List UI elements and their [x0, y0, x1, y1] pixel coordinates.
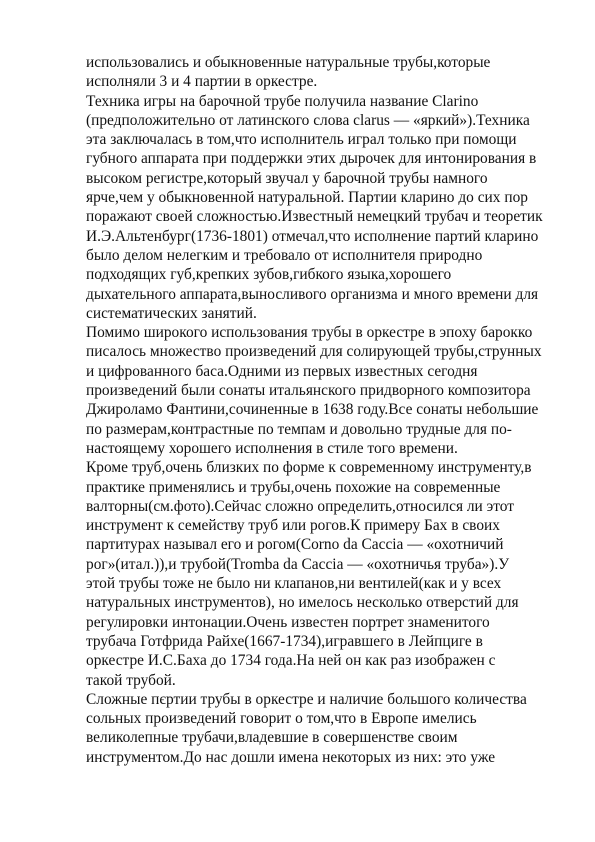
text-line: партитурах называл его и рогом(Corno da Caccia — «охотничий: [86, 536, 504, 554]
text-line: эта заключалась в том,что исполнитель играл только при помощи: [86, 131, 517, 149]
text-line: использовались и обыкновенные натуральные трубы,которые: [86, 54, 491, 71]
text-line: великолепные трубачи,владевшие в совершенстве своим: [86, 729, 458, 747]
text-line: оркестре И.С.Баха до 1734 года.На ней он как раз изображен с: [86, 652, 496, 670]
text-line: такой трубой.: [86, 671, 176, 689]
text-line: было делом нелегким и требовало от исполнителя природно: [86, 246, 483, 264]
text-line: губного аппарата при поддержки этих дырочек для интонирования в: [86, 150, 537, 168]
text-line: Техника игры на барочной трубе получила название Clarino: [86, 92, 479, 110]
text-line: регулировки интонации.Очень известен портрет знаменитого: [86, 613, 490, 631]
text-line: этой трубы тоже не было ни клапанов,ни вентилей(как и у всех: [86, 575, 502, 593]
text-line: ярче,чем у обыкновенной натуральной. Партии кларино до сих пор: [86, 189, 528, 207]
text-line: валторны(см.фото).Сейчас сложно определить,относился ли этот: [86, 497, 514, 515]
text-line: Помимо широкого использования трубы в оркестре в эпоху барокко: [86, 324, 533, 342]
body-text: [86, 53, 566, 767]
text-line: И.Э.Альтенбург(1736-1801) отмечал,что исполнение партий кларино: [86, 227, 539, 245]
text-line: писалось множество произведений для солирующей трубы,струнных: [86, 343, 542, 361]
text-line: инструментом.До нас дошли имена некоторых из них: это уже: [86, 748, 496, 766]
text-line: Сложные пєртии трубы в оркестре и наличие большого количества: [86, 690, 527, 708]
text-line: трубача Готфрида Райхе(1667-1734),игравшего в Лейпциге в: [86, 632, 483, 650]
text-line: настоящему хорошего исполнения в стиле того времени.: [86, 439, 458, 457]
text-line: практике применялись и трубы,очень похожие на современные: [86, 478, 501, 496]
text-line: по размерам,контрастные по темпам и довольно трудные для по-: [86, 420, 512, 438]
text-line: подходящих губ,крепких зубов,гибкого языка,хорошего: [86, 266, 452, 284]
text-line: натуральных инструментов), но имелось несколько отверстий для: [86, 594, 519, 612]
text-line: систематических занятий.: [86, 304, 257, 322]
text-line: инструмент к семейству труб или рогов.К примеру Бах в своих: [86, 517, 500, 535]
text-line: (предположительно от латинского слова clarus — «яркий»).Техника: [86, 111, 530, 129]
text-line: Кроме труб,очень близких по форме к современному инструменту,в: [86, 459, 532, 477]
text-line: Джироламо Фантини,сочиненные в 1638 году.Все сонаты небольшие: [86, 401, 539, 419]
text-line: поражают своей сложностью.Известный немецкий трубач и теоретик: [86, 208, 543, 226]
text-line: высоком регистре,который звучал у барочной трубы намного: [86, 169, 488, 187]
text-line: сольных произведений говорит о том,что в Европе имелись: [86, 710, 477, 728]
text-line: рог»(итал.)),и трубой(Tromba da Caccia — «охотничья труба»).У: [86, 555, 510, 573]
text-line: и цифрованного баса.Одними из первых известных сегодня: [86, 362, 478, 380]
text-line: дыхательного аппарата,выносливого организма и много времени для: [86, 285, 539, 303]
text-line: произведений были сонаты итальянского придворного композитора: [86, 382, 531, 400]
text-line: исполняли 3 и 4 партии в оркестре.: [86, 73, 318, 91]
